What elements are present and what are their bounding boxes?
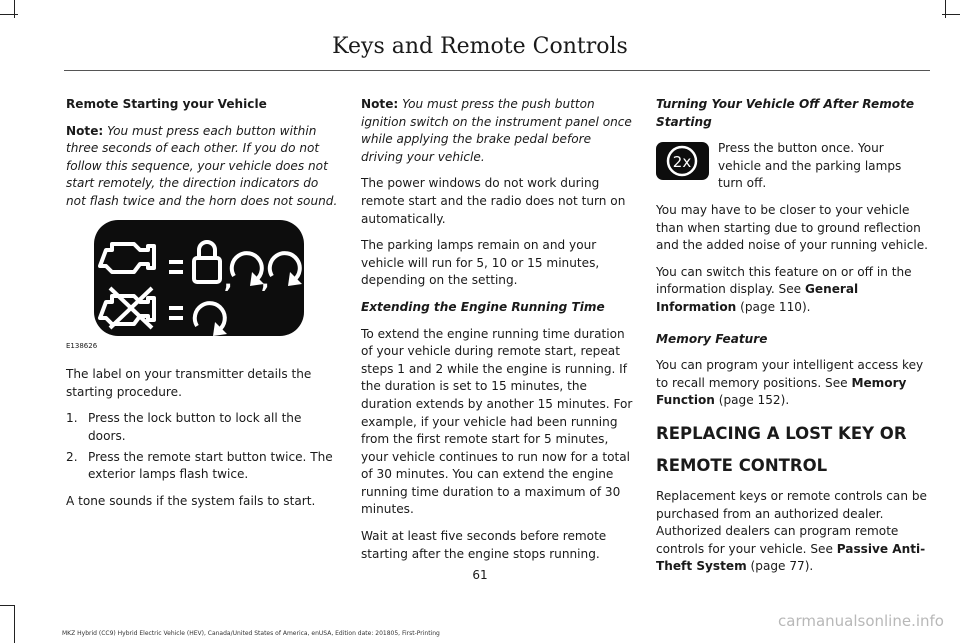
footer-text: MKZ Hybrid (CC9) Hybrid Electric Vehicle (HEV), Canada/United States of America, enUSA, Edition date: 201805, First-Printing xyxy=(62,630,440,637)
paragraph: You may have to be closer to your vehicle than when starting due to ground reflection and the added noise of your running vehicle. xyxy=(656,202,928,253)
note-paragraph xyxy=(361,96,633,166)
paragraph xyxy=(656,264,928,317)
crop-mark xyxy=(945,0,946,18)
paragraph: Press the button once. Your vehicle and the parking lamps turn off. xyxy=(718,141,902,191)
text: (page 77). xyxy=(746,559,814,574)
crop-mark xyxy=(942,14,960,15)
lock-icon xyxy=(194,258,220,282)
crop-mark xyxy=(0,14,18,15)
paragraph: The parking lamps remain on and your vehicle will run for 5, 10 or 15 minutes, depending on the setting. xyxy=(361,238,600,288)
text: You can switch this feature on or off in the information display. See xyxy=(656,264,912,297)
subheading: Extending the Engine Running Time xyxy=(361,299,605,314)
note-text: You must press the push button ignition switch on the instrument panel once while applying the brake pedal before driving your vehicle. xyxy=(361,97,632,164)
step-text: Press the remote start button twice. The exterior lamps flash twice. xyxy=(88,449,333,482)
crop-mark xyxy=(14,605,15,643)
list-item xyxy=(66,410,338,445)
cross-reference-link[interactable]: Memory Function xyxy=(656,375,907,408)
figure-id: E138626 xyxy=(66,341,98,350)
column-3 xyxy=(656,96,928,585)
paragraph: The label on your transmitter details the starting procedure. xyxy=(66,367,312,399)
page-number: 61 xyxy=(472,568,488,582)
remote-start-icon xyxy=(195,303,225,330)
step-number: 2. xyxy=(66,449,78,464)
remote-start-icon xyxy=(270,253,300,280)
icon-label: 2x xyxy=(672,153,692,172)
button-press-icon xyxy=(656,142,709,180)
crop-mark xyxy=(14,0,15,18)
section-heading: Remote Starting your Vehicle xyxy=(66,97,267,111)
remote-start-icon xyxy=(232,253,262,280)
note-paragraph xyxy=(66,123,338,211)
paragraph: Wait at least five seconds before remote starting after the engine stops running. xyxy=(361,529,607,561)
paragraph xyxy=(656,357,928,410)
cross-reference-link[interactable]: General Information xyxy=(656,282,859,314)
paragraph xyxy=(656,488,928,576)
press-twice-icon xyxy=(656,142,709,180)
paragraph: To extend the engine running time duration of your vehicle during remote start, repeat steps 1 and 2 while the engine is running. If the duration is set to 15 minutes, the duration extends by another 15 minutes. For example, if your vehicle had been running from the first remote start for 5 minutes, your vehicle continues to run now for a total of 30 minutes. You can extend the engine running time duration to a maximum of 30 minutes. xyxy=(361,326,633,517)
header-divider xyxy=(64,70,930,71)
crop-mark xyxy=(0,605,14,606)
engine-icon xyxy=(100,244,154,272)
section-heading-large xyxy=(656,422,928,478)
heading-line: REMOTE CONTROL xyxy=(656,455,828,475)
column-1 xyxy=(66,96,338,519)
text: You can program your intelligent access key to recall memory positions. See xyxy=(656,358,924,390)
heading-line: REPLACING A LOST KEY OR xyxy=(656,423,907,443)
paragraph: The power windows do not work during remote start and the radio does not turn on automatically. xyxy=(361,176,626,226)
subheading: Memory Feature xyxy=(656,331,768,346)
text: Replacement keys or remote controls can be purchased from an authorized dealer. Authorized dealers can program remote controls for your vehicle. See xyxy=(656,488,927,556)
press-once-block xyxy=(656,140,928,193)
svg-text:,: , xyxy=(224,268,233,294)
step-number: 1. xyxy=(66,411,78,426)
paragraph: A tone sounds if the system fails to start. xyxy=(66,493,316,508)
note-label: Note: xyxy=(66,123,104,138)
note-text: You must press each button within three seconds of each other. If you do not follow this sequence, your vehicle does not start remotely, the direction indicators do not flash twice and the horn does not sound. xyxy=(66,123,338,208)
text: (page 152). xyxy=(714,393,790,408)
subheading: Turning Your Vehicle Off After Remote Starting xyxy=(656,97,915,129)
remote-start-illustration xyxy=(94,220,304,336)
step-text: Press the lock button to lock all the doors. xyxy=(88,411,302,443)
steps-list xyxy=(66,410,338,483)
watermark: carmanualsonline.info xyxy=(778,612,944,630)
note-label: Note: xyxy=(361,97,399,111)
text: (page 110). xyxy=(736,299,811,314)
page-title: Keys and Remote Controls xyxy=(332,34,628,59)
svg-text:,: , xyxy=(261,268,270,294)
list-item xyxy=(66,449,338,484)
column-2 xyxy=(361,96,633,572)
cross-reference-link[interactable]: Passive Anti-Theft System xyxy=(656,541,926,574)
remote-start-label-figure xyxy=(94,220,304,336)
